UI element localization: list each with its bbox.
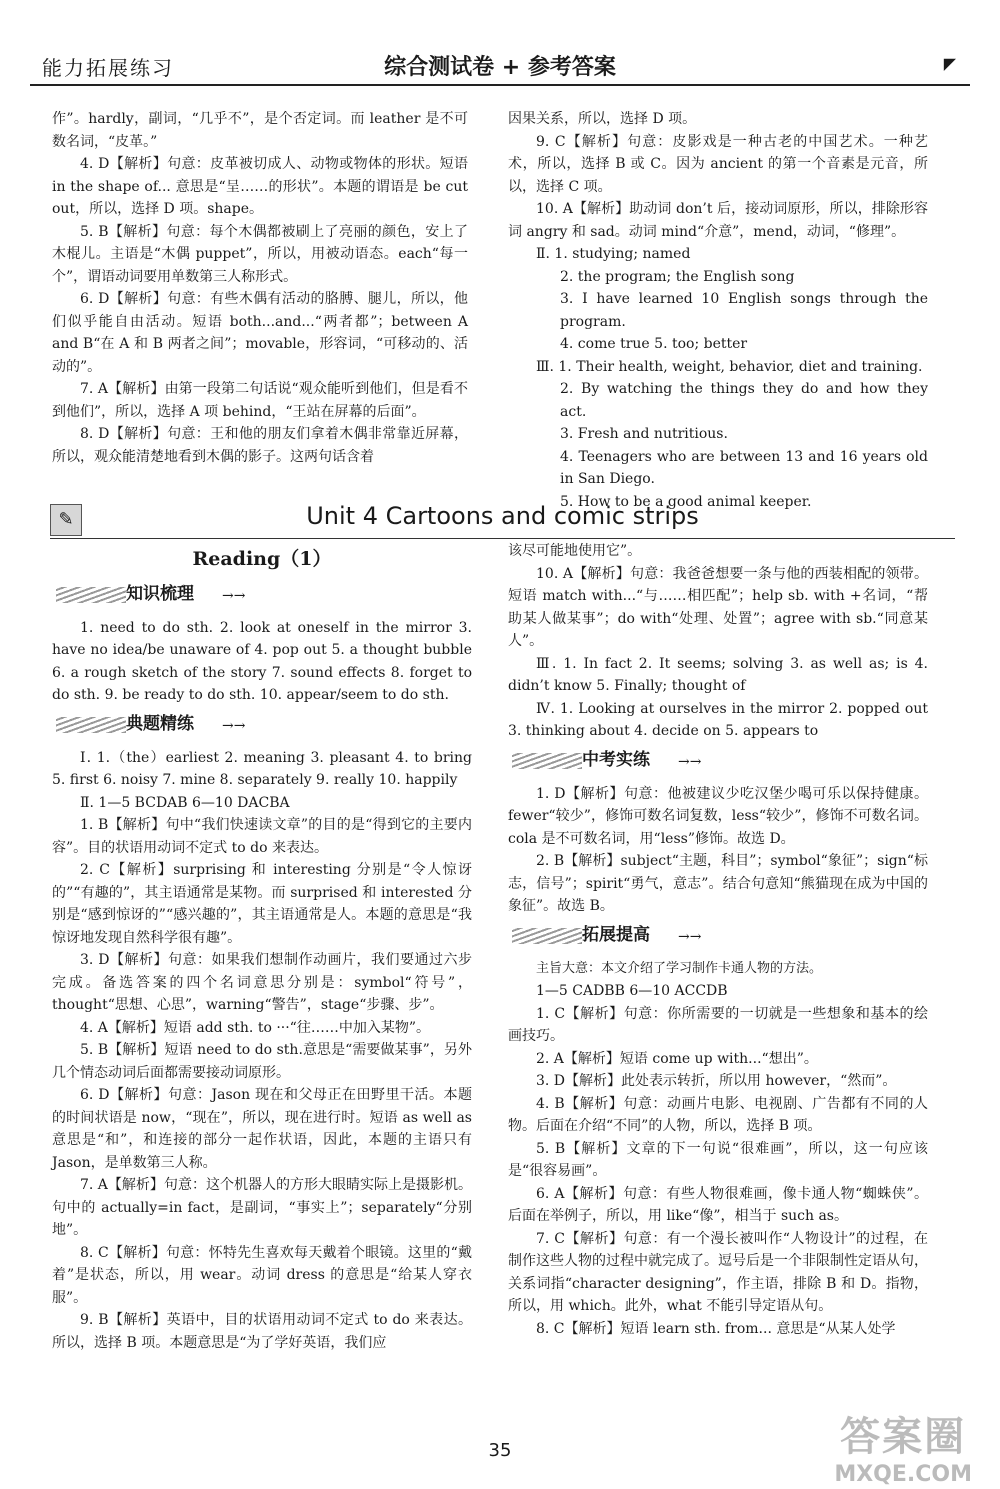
arrow-icon: →→ [678, 928, 702, 945]
answer-paragraph: 1. C【解析】句意：你所需要的一切就是一些想象和基本的绘画技巧。 [508, 1005, 928, 1044]
arrow-icon: →→ [222, 717, 246, 734]
answer-line: Ⅱ. 1. studying; named [536, 246, 691, 262]
top-right-column [508, 108, 928, 513]
answer-paragraph: 作”。hardly，副词，“几乎不”，是个否定词。而 leather 是不可数名词，“皮革。” [52, 111, 468, 150]
answer-paragraph: 4. D【解析】句意：皮革被切成人、动物或物体的形状。短语 in the shape of... 意思是“呈……的形状”。本题的谓语是 be cut out，所以，选择 D 项。shape。 [52, 156, 468, 217]
book-title: 能力拓展练习 [42, 56, 174, 80]
section-label: 知识梳理 [126, 583, 194, 604]
top-left-column [52, 108, 468, 468]
bottom-left-column [52, 540, 472, 1354]
answer-paragraph: Ⅳ. 1. Looking at ourselves in the mirror 2. popped out 3. thinking about 4. decide on 5. appears to [508, 700, 928, 739]
main-idea: 主旨大意：本文介绍了学习制作卡通人物的方法。 [536, 960, 823, 976]
answer-paragraph: 2. B【解析】subject“主题，科目”；symbol“象征”；sign“标志，信号”；spirit“勇气，意志”。结合句意知“熊猫现在成为中国的象征”。故选 B。 [508, 853, 928, 914]
section-title: 综合测试卷 + 参考答案 [384, 55, 616, 80]
answer-paragraph: 7. A【解析】句意：这个机器人的方形大眼睛实际上是摄影机。句中的 actually=in fact，是副词，“事实上”；separately“分别地”。 [52, 1177, 472, 1238]
answer-paragraph: 4. B【解析】句意：动画片电影、电视剧、广告都有不同的人物。后面在介绍“不同”的人物，所以，选择 B 项。 [508, 1095, 928, 1134]
answer-paragraph: 5. B【解析】短语 need to do sth.意思是“需要做某事”，另外几个情态动词后面都需要接动词原形。 [52, 1042, 472, 1081]
answer-paragraph: 3. D【解析】此处表示转折，所以用 however，“然而”。 [536, 1073, 897, 1089]
answer-paragraph: 1. need to do sth. 2. look at oneself in the mirror 3. have no idea/be unaware of 4. pop out 5. a thought bubble 6. a rough sketch of the story 7. sound effects 8. forget to do sth. 9. be ready to do sth. 10. appear/seem to do sth. [52, 619, 472, 703]
section-heading [508, 920, 928, 954]
decor-lines [512, 928, 582, 944]
answer-line: 2. By watching the things they do and how they act. [560, 381, 928, 420]
section-label: 典题精练 [126, 713, 194, 734]
section-heading [508, 745, 928, 779]
unit-heading [50, 500, 955, 539]
answer-line: 2. the program; the English song [560, 268, 795, 285]
answer-paragraph: Ⅲ. 1. In fact 2. It seems; solving 3. as well as; is 4. didn’t know 5. Finally; thought of [508, 655, 928, 694]
decor-lines [56, 717, 126, 733]
arrow-icon: →→ [222, 587, 246, 604]
answer-paragraph: 因果关系，所以，选择 D 项。 [508, 111, 697, 127]
unit-icon: ✎ [50, 504, 82, 536]
section-heading [52, 709, 472, 743]
decor-lines [512, 753, 582, 769]
answer-line: Ⅲ. 1. Their health, weight, behavior, diet and training. [536, 358, 923, 375]
answer-paragraph: 7. A【解析】由第一段第二句话说“观众能听到他们，但是看不到他们”，所以，选择 A 项 behind，“王站在屏幕的后面”。 [52, 381, 468, 420]
answer-paragraph: 8. C【解析】句意：怀特先生喜欢每天戴着个眼镜。这里的“戴着”是状态，所以，用 wear。动词 dress 的意思是“给某人穿衣服”。 [52, 1244, 472, 1306]
answer-line: 4. come true 5. too; better [560, 336, 748, 352]
section-label: 中考实练 [582, 749, 650, 770]
answer-line: 1—5 CADBB 6—10 ACCDB [536, 983, 728, 999]
answer-paragraph: 9. B【解析】英语中，目的状语用动词不定式 to do 来表达。所以，选择 B 项。本题意思是“为了学好英语，我们应 [52, 1312, 472, 1351]
answer-paragraph: 2. C【解析】surprising 和 interesting 分别是“令人惊讶的”“有趣的”，其主语通常是某物。而 surprised 和 interested 分别是“感到惊讶的”“感兴趣的”，其主语通常是人。本题的意思是“我惊讶地发现自然科学很有趣”。 [52, 862, 472, 946]
answer-paragraph: 6. D【解析】句意：Jason 现在和父母正在田野里干活。本题的时间状语是 now，“现在”，所以，现在进行时。短语 as well as 意思是“和”，和连接的部分一起作状语，因此，本题的主语只有 Jason，是单数第三人称。 [52, 1087, 472, 1171]
answer-paragraph: 8. D【解析】句意：王和他的朋友们拿着木偶非常靠近屏幕，所以，观众能清楚地看到木偶的影子。这两句话含着 [52, 426, 468, 465]
answer-paragraph: 3. D【解析】句意：如果我们想制作动画片，我们要通过六步完成。备选答案的四个名词意思分别是：symbol“符号”，thought“思想、心思”，warning“警告”，stage“步骤、步”。 [52, 952, 472, 1013]
answer-line: 3. I have learned 10 English songs through the program. [560, 291, 928, 330]
answer-paragraph: 1. D【解析】句意：他被建议少吃汉堡少喝可乐以保持健康。fewer“较少”，修饰可数名词复数，less“较少”，修饰不可数名词。cola 是不可数名词，用“less”修饰。故选 D。 [508, 785, 928, 847]
watermark-url: MXQE.COM [834, 1462, 972, 1487]
arrow-icon: →→ [678, 753, 702, 770]
answer-line: 4. Teenagers who are between 13 and 16 years old in San Diego. [560, 448, 928, 487]
corner-mark-icon: ◤ [943, 54, 956, 73]
answer-paragraph: 4. A【解析】短语 add sth. to ···“往……中加入某物”。 [80, 1019, 430, 1036]
answer-paragraph: 5. B【解析】句意：每个木偶都被刷上了亮丽的颜色，安上了木棍儿。主语是“木偶 puppet”，所以，用被动语态。each“每一个”，谓语动词要用单数第三人称形式。 [52, 223, 468, 285]
answer-paragraph: 6. D【解析】句意：有些木偶有活动的胳膊、腿儿，所以，他们似乎能自由活动。短语 both...and...“两者都”；between A and B“在 A 和 B 两者之间”；movable，形容词，“可移动的、活动的”。 [52, 291, 468, 375]
answer-line: 5. How to be a good animal keeper. [560, 493, 812, 510]
decor-lines [56, 587, 126, 603]
answer-paragraph: 9. C【解析】句意：皮影戏是一种古老的中国艺术。一种艺术，所以，选择 B 或 C。因为 ancient 的第一个音素是元音，所以，选择 C 项。 [508, 133, 928, 195]
page-header [30, 48, 970, 86]
watermark-text: 答案圈 [840, 1414, 967, 1460]
bottom-right-column [508, 540, 928, 1340]
unit-title: Unit 4 Cartoons and comic strips [306, 502, 699, 530]
answer-paragraph: 2. A【解析】短语 come up with...“想出”。 [536, 1050, 818, 1067]
answer-paragraph: 10. A【解析】句意：我爸爸想要一条与他的西装相配的领带。短语 match with...“与……相匹配”；help sb. with +名词，“帮助某人做某事”；do with“处理、处置”；agree with sb.“同意某人”。 [508, 565, 928, 649]
answer-paragraph: Ⅰ. 1.（the）earliest 2. meaning 3. pleasant 4. to bring 5. first 6. noisy 7. mine 8. separately 9. really 10. happily [52, 749, 472, 788]
answer-line: Ⅱ. 1—5 BCDAB 6—10 DACBA [80, 794, 290, 811]
answer-paragraph: 10. A【解析】助动词 don’t 后，接动词原形，所以，排除形容词 angry 和 sad。动词 mind“介意”，mend，动词，“修理”。 [508, 201, 928, 240]
section-label: 拓展提高 [582, 924, 650, 945]
answer-paragraph: 1. B【解析】句中“我们快速读文章”的目的是“得到它的主要内容”。目的状语用动词不定式 to do 来表达。 [52, 817, 472, 856]
reading-title: Reading（1） [192, 548, 332, 570]
answer-paragraph: 6. A【解析】句意：有些人物很难画，像卡通人物“蜘蛛侠”。后面在举例子，所以，用 like“像”，相当于 such as。 [508, 1185, 928, 1224]
answer-paragraph: 7. C【解析】句意：有一个漫长被叫作“人物设计”的过程，在制作这些人物的过程中就完成了。逗号后是一个非限制性定语从句，关系词指“character designing”，作主语，排除 B 和 D。指物，所以，用 which。此外，what 不能引导定语从句。 [508, 1230, 928, 1314]
page-number: 35 [488, 1440, 512, 1461]
answer-line: 3. Fresh and nutritious. [560, 426, 728, 442]
answer-paragraph: 5. B【解析】文章的下一句说“很难画”，所以，这一句应该是“很容易画”。 [508, 1140, 928, 1179]
watermark-logo [834, 1405, 972, 1487]
answer-paragraph: 8. C【解析】短语 learn sth. from... 意思是“从某人处学 [536, 1320, 896, 1337]
answer-paragraph: 该尽可能地使用它”。 [508, 543, 642, 559]
section-heading [52, 579, 472, 613]
